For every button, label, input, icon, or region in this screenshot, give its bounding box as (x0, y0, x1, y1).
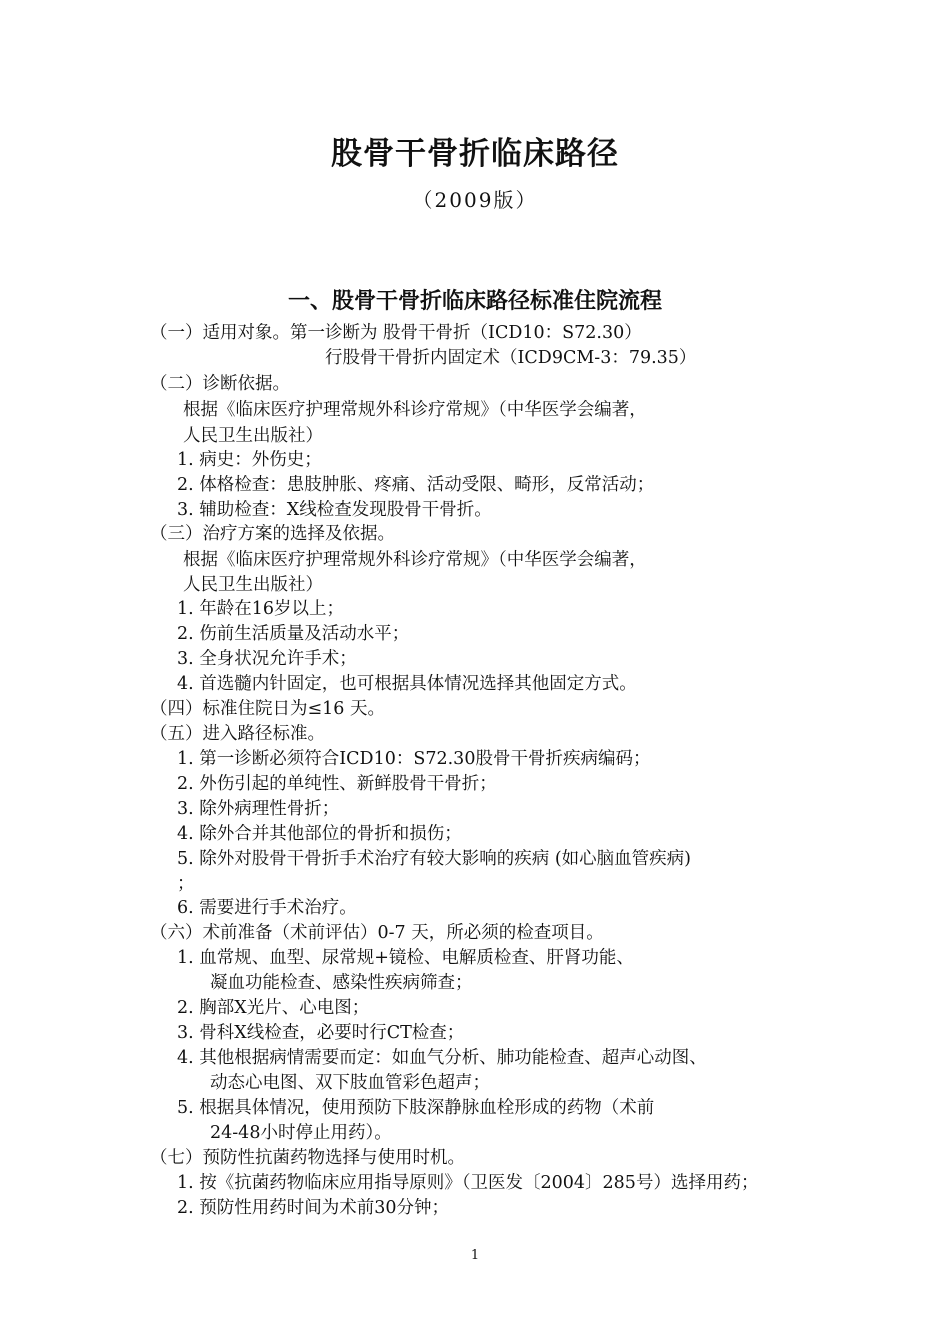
text-line: 4. 首选髓内针固定，也可根据具体情况选择其他固定方式。 (177, 674, 637, 694)
text-line: 6. 需要进行手术治疗。 (177, 898, 357, 918)
text-line: （五）进入路径标准。 (150, 724, 325, 744)
text-line: （三）治疗方案的选择及依据。 (150, 524, 395, 544)
document-title: 股骨干骨折临床路径 (331, 136, 619, 172)
text-line: 凝血功能检查、感染性疾病筛查； (210, 973, 473, 993)
text-line: （七）预防性抗菌药物选择与使用时机。 (150, 1148, 465, 1168)
text-line: 根据《临床医疗护理常规外科诊疗常规》（中华医学会编著， (183, 550, 647, 570)
text-line: 1. 第一诊断必须符合ICD10：S72.30股骨干骨折疾病编码； (177, 749, 651, 769)
text-line: 2. 伤前生活质量及活动水平； (177, 624, 410, 644)
text-line: 5. 根据具体情况，使用预防下肢深静脉血栓形成的药物（术前 (177, 1098, 655, 1118)
text-line: （二）诊断依据。 (150, 374, 290, 394)
text-line: 5. 除外对股骨干骨折手术治疗有较大影响的疾病 (如心脑血管疾病) (177, 849, 691, 869)
text-line: 2. 预防性用药时间为术前30分钟； (177, 1198, 450, 1218)
text-line: 3. 辅助检查：X线检查发现股骨干骨折。 (177, 500, 492, 520)
text-line: 4. 除外合并其他部位的骨折和损伤； (177, 824, 462, 844)
text-line: （四）标准住院日为≤16 天。 (150, 699, 385, 719)
text-line: 2. 胸部X光片、心电图； (177, 998, 370, 1018)
text-line: 行股骨干骨折内固定术（ICD9CM-3：79.35） (325, 348, 697, 368)
section-heading: 一、股骨干骨折临床路径标准住院流程 (287, 289, 662, 314)
text-line: 3. 全身状况允许手术； (177, 649, 357, 669)
text-line: 1. 血常规、血型、尿常规+镜检、电解质检查、肝肾功能、 (177, 948, 634, 968)
text-line: 2. 体格检查：患肢肿胀、疼痛、活动受限、畸形，反常活动； (177, 475, 655, 495)
text-line: 根据《临床医疗护理常规外科诊疗常规》（中华医学会编著， (183, 400, 647, 420)
text-line: 24-48小时停止用药）。 (210, 1123, 392, 1143)
text-line: 3. 骨科X线检查，必要时行CT检查； (177, 1023, 465, 1043)
text-line: 4. 其他根据病情需要而定：如血气分析、肺功能检查、超声心动图、 (177, 1048, 707, 1068)
text-line: 人民卫生出版社） (183, 575, 323, 595)
edition-label: （2009版） (412, 188, 538, 212)
text-line: 1. 按《抗菌药物临床应用指导原则》（卫医发〔2004〕285号）选择用药； (177, 1173, 759, 1193)
text-line: 1. 年龄在16岁以上； (177, 599, 345, 619)
page-number: 1 (470, 1248, 480, 1263)
text-line: 人民卫生出版社） (183, 426, 323, 446)
text-line: 2. 外伤引起的单纯性、新鲜股骨干骨折； (177, 774, 497, 794)
text-line: （一）适用对象。第一诊断为 股骨干骨折（ICD10：S72.30） (150, 323, 642, 343)
text-line: 1. 病史：外伤史； (177, 450, 322, 470)
text-line: 3. 除外病理性骨折； (177, 799, 340, 819)
text-line: ； (177, 874, 195, 894)
text-line: （六）术前准备（术前评估）0-7 天，所必须的检查项目。 (150, 923, 604, 943)
text-line: 动态心电图、双下肢血管彩色超声； (210, 1073, 490, 1093)
